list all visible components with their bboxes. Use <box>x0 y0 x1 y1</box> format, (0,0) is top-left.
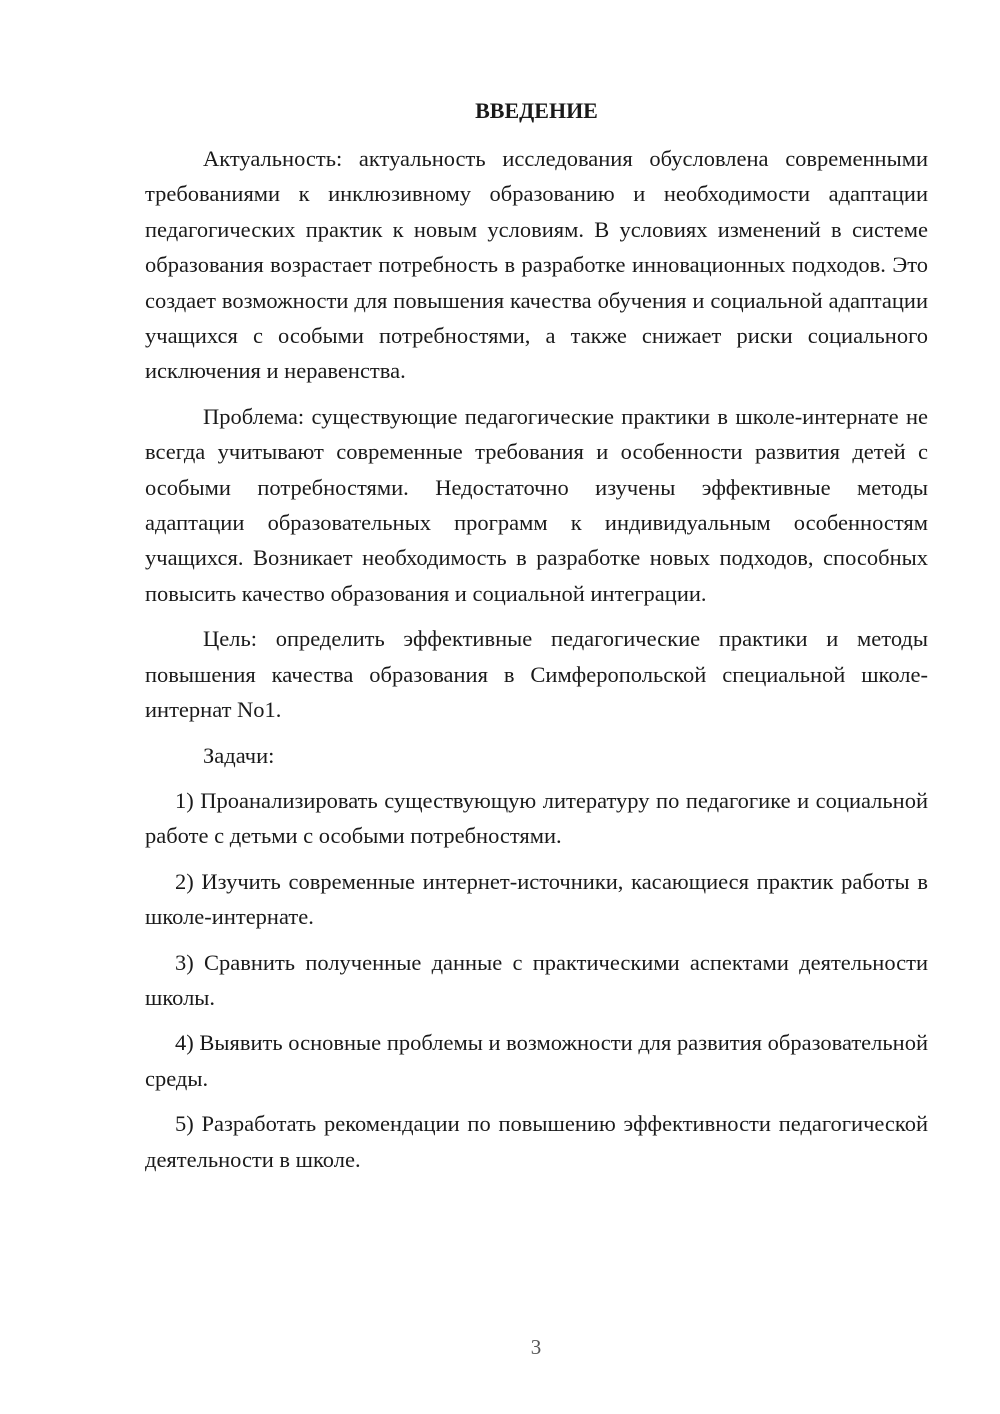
document-page <box>145 93 928 1187</box>
relevance-paragraph: Актуальность: актуальность исследования обусловлена современными требованиями к инклюзивному образованию и необходимости адаптации педагогических практик к новым условиям. В условиях изменений в системе образования возрастает потребность в разработке инновационных подходов. Это создает возможности для повышения качества обучения и социальной адаптации учащихся с особыми потребностями, а также снижает риски социального исключения и неравенства. <box>145 146 928 384</box>
page-heading: ВВЕДЕНИЕ <box>475 98 598 123</box>
tasks-label: Задачи: <box>203 742 275 768</box>
goal-paragraph: Цель: определить эффективные педагогические практики и методы повышения качества образования в Симферопольской специальной школе-интернат No1. <box>145 626 928 723</box>
task-item: 5) Разработать рекомендации по повышению эффективности педагогической деятельности в школе. <box>145 1111 928 1172</box>
task-item: 3) Сравнить полученные данные с практическими аспектами деятельности школы. <box>145 949 928 1010</box>
page-number: 3 <box>530 1335 542 1359</box>
task-item: 4) Выявить основные проблемы и возможности для развития образовательной среды. <box>145 1030 928 1091</box>
task-item: 2) Изучить современные интернет-источники, касающиеся практик работы в школе-интернате. <box>145 868 928 930</box>
problem-paragraph: Проблема: существующие педагогические практики в школе-интернате не всегда учитывают современные требования и особенности развития детей с особыми потребностями. Недостаточно изучены эффективные методы адаптации образовательных программ к индивидуальным особенностям учащихся. Возникает необходимость в разработке новых подходов, способных повысить качество образования и социальной интеграции. <box>145 403 928 606</box>
task-item: 1) Проанализировать существующую литературу по педагогике и социальной работе с детьми с особыми потребностями. <box>145 787 928 849</box>
